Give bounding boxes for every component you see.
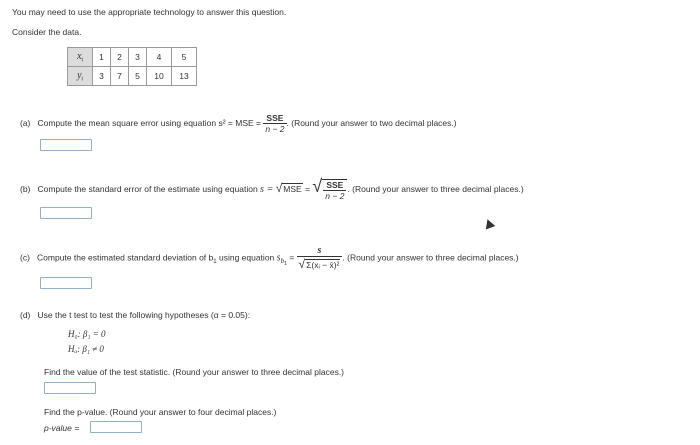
y-cell-2: 7 (111, 67, 129, 86)
part-b-fraction: $\frac{\text{SSE}}{n - 2}$ (322, 179, 347, 201)
x-header: $x_i$ (68, 48, 93, 67)
test-statistic-input[interactable] (44, 382, 96, 394)
mouse-cursor-icon (483, 218, 495, 230)
table-row-y (68, 67, 197, 86)
y-cell-1: 3 (93, 67, 111, 86)
part-c-fraction: $\frac{s}{\text{√Σ(xᵢ − x̄)²}}$ (297, 245, 343, 271)
consider-text: Consider the data. (12, 27, 82, 37)
y-cell-5: 13 (172, 67, 197, 86)
x-cell-4: 4 (147, 48, 172, 67)
sqrt-icon: √ (312, 176, 323, 196)
instruction-text: You may need to use the appropriate technology to answer this question. (12, 7, 287, 17)
part-c-question: (c) Compute the estimated standard deviation of $b_1$ using equation $s_{b_1}$ = $\frac{s}{\text{√Σ(xᵢ − x̄)²}}$ . (Round your answer to three decimal places.) (20, 245, 519, 271)
find-test-statistic-text: Find the value of the test statistic. (Round your answer to three decimal places.) (44, 367, 345, 377)
x-cell-2: 2 (111, 48, 129, 67)
x-cell-1: 1 (93, 48, 111, 67)
sqrt-icon: √ (298, 257, 306, 271)
sqrt-icon: √ (275, 181, 283, 195)
x-cell-5: 5 (172, 48, 197, 67)
x-cell-3: 3 (129, 48, 147, 67)
part-a-fraction: $\frac{\text{SSE}}{n - 2}$ (265, 113, 285, 134)
part-a-answer-input[interactable] (40, 139, 92, 151)
null-hypothesis: H₀: β₁ = 0 (68, 329, 106, 339)
y-cell-4: 10 (147, 67, 172, 86)
table-row-x (68, 48, 197, 67)
data-table (67, 47, 197, 86)
alternative-hypothesis: Hₐ: β₁ ≠ 0 (68, 344, 104, 354)
part-d-question: (d) Use the t test to test the following hypotheses (α = 0.05): (20, 310, 251, 320)
part-b-question: (b) Compute the standard error of the estimate using equation s = √MSE = √ $\frac{\text{SSE}}{n - 2}$ . (Round your answer to three decimal places.) (20, 176, 524, 201)
find-p-value-text: Find the p-value. (Round your answer to four decimal places.) (44, 407, 277, 417)
p-value-input[interactable] (90, 421, 142, 433)
y-header: $y_i$ (68, 67, 93, 86)
p-value-label: p-value = (44, 423, 80, 433)
part-a-question: (a) Compute the mean square error using equation s² = MSE = $\frac{\text{SSE}}{n - 2}$ . (Round your answer to two decimal places.) (20, 113, 457, 134)
part-b-answer-input[interactable] (40, 207, 92, 219)
y-cell-3: 5 (129, 67, 147, 86)
part-c-answer-input[interactable] (40, 277, 92, 289)
